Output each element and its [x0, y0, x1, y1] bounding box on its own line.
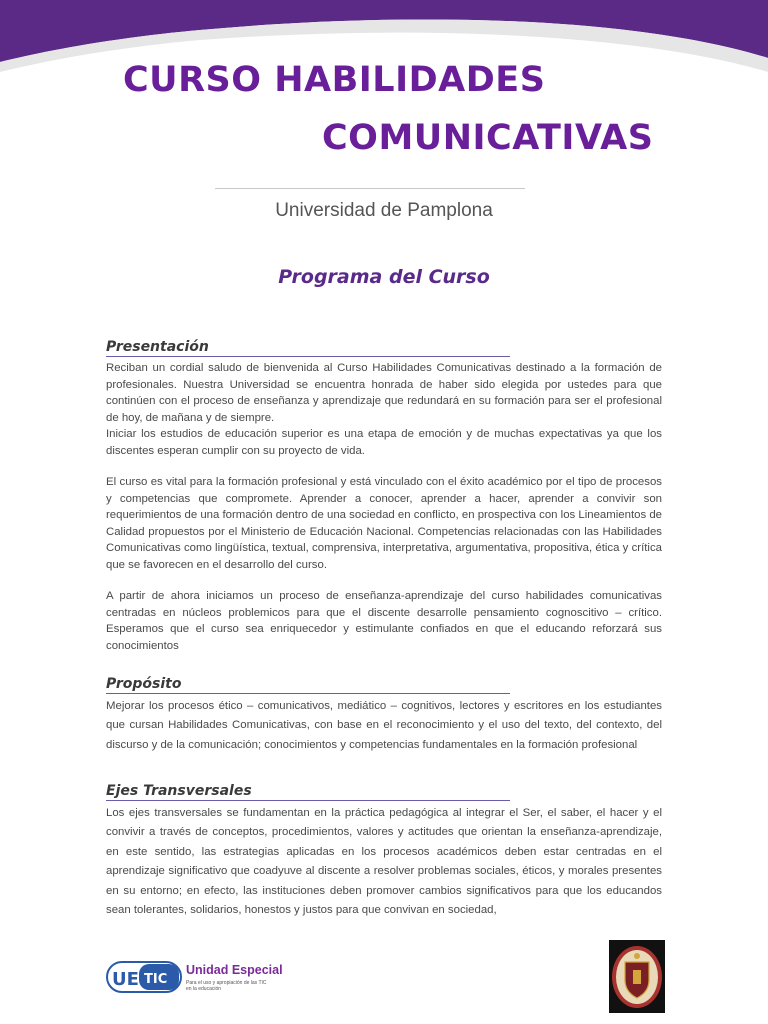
unidad-especial-logo — [106, 958, 286, 998]
section-proposito — [106, 676, 662, 755]
university-name: Universidad de Pamplona — [275, 200, 493, 221]
paragraph: Iniciar los estudios de educación superior es una etapa de emoción y de muchas expectativas ya que los discentes esperan cumplir con su proyecto de vida. — [106, 428, 662, 457]
paragraph: El curso es vital para la formación profesional y está vinculado con el éxito académico por el tipo de procesos y competencias que compromete. Aprender a conocer, aprender a hacer, aprender a convivir son requerimientos de una formación dentro de una sociedad en conflicto, en prospectiva con los Lineamientos de Calidad propuestos por el Ministerio de Educación Nacional. Competencias relacionadas con las Habilidades Comunicativas como lingüística, textual, comprensiva, interpretativa, argumentativa, propositiva, ética y crítica que se favorecen en el desarrollo del curso. — [106, 476, 662, 571]
paragraph: A partir de ahora iniciamos un proceso de enseñanza-aprendizaje del curso habilidades comunicativas centradas en núcleos problemicos para que el discente desarrolle pensamiento cognoscitivo – crítico. Esperamos que el curso sea enriquecedor y estimulante confiados en que el educando reforzará sus conocimientos — [106, 590, 662, 652]
paragraph: Mejorar los procesos ético – comunicativos, mediático – cognitivos, lectores y escritores en los estudiantes que cursan Habilidades Comunicativas, con base en el reconocimiento y el uso del texto, del contexto, del discurso y de la comunicación; conocimientos y competencias fundamentales en la formación profesional — [106, 700, 662, 751]
unit-tagline-1: Para el uso y apropiación de las TIC — [186, 980, 267, 986]
section-ejes — [106, 783, 662, 920]
section-heading-proposito: Propósito — [106, 676, 510, 694]
section-heading-ejes: Ejes Transversales — [106, 783, 510, 801]
paragraph: Reciban un cordial saludo de bienvenida al Curso Habilidades Comunicativas destinado a la formación de profesionales. Nuestra Universidad se encuentra honrada de haber sido elegida por ustedes para que continúen con el proceso de enseñanza y aprendizaje que redundará en su formación para ser el profesional de hoy, de mañana y de siempre. — [106, 362, 662, 424]
divider — [215, 188, 525, 189]
section-presentacion — [106, 339, 662, 654]
seal-tower — [633, 970, 641, 984]
course-title-line1: CURSO HABILIDADES — [123, 60, 546, 100]
university-seal-icon — [609, 940, 665, 1013]
logo-ue-text: UE — [112, 969, 139, 990]
paragraph: Los ejes transversales se fundamentan en la práctica pedagógica al integrar el Ser, el saber, el hacer y el convivir a través de conceptos, procedimientos, valores y actitudes que orientan la enseñanza-aprendizaje, en este sentido, las estrategias aplicadas en los procesos académicos deben estar centradas en el aprendizaje significativo que coadyuve al discente a resolver problemas sociales, éticos, y morales presentes en su entorno; en efecto, las instituciones deben promover cambios significativos para que los educandos sean tolerantes, solidarios, honestos y justos para que convivan en sociedad, — [106, 807, 662, 917]
unit-name: Unidad Especial — [186, 963, 283, 977]
course-title-line2: COMUNICATIVAS — [322, 118, 654, 158]
logo-tic-text: TIC — [144, 972, 168, 987]
unit-tagline-2: en la educación — [186, 986, 222, 992]
seal-crest — [634, 953, 640, 959]
program-subtitle: Programa del Curso — [278, 266, 490, 288]
section-heading-presentacion: Presentación — [106, 339, 510, 357]
